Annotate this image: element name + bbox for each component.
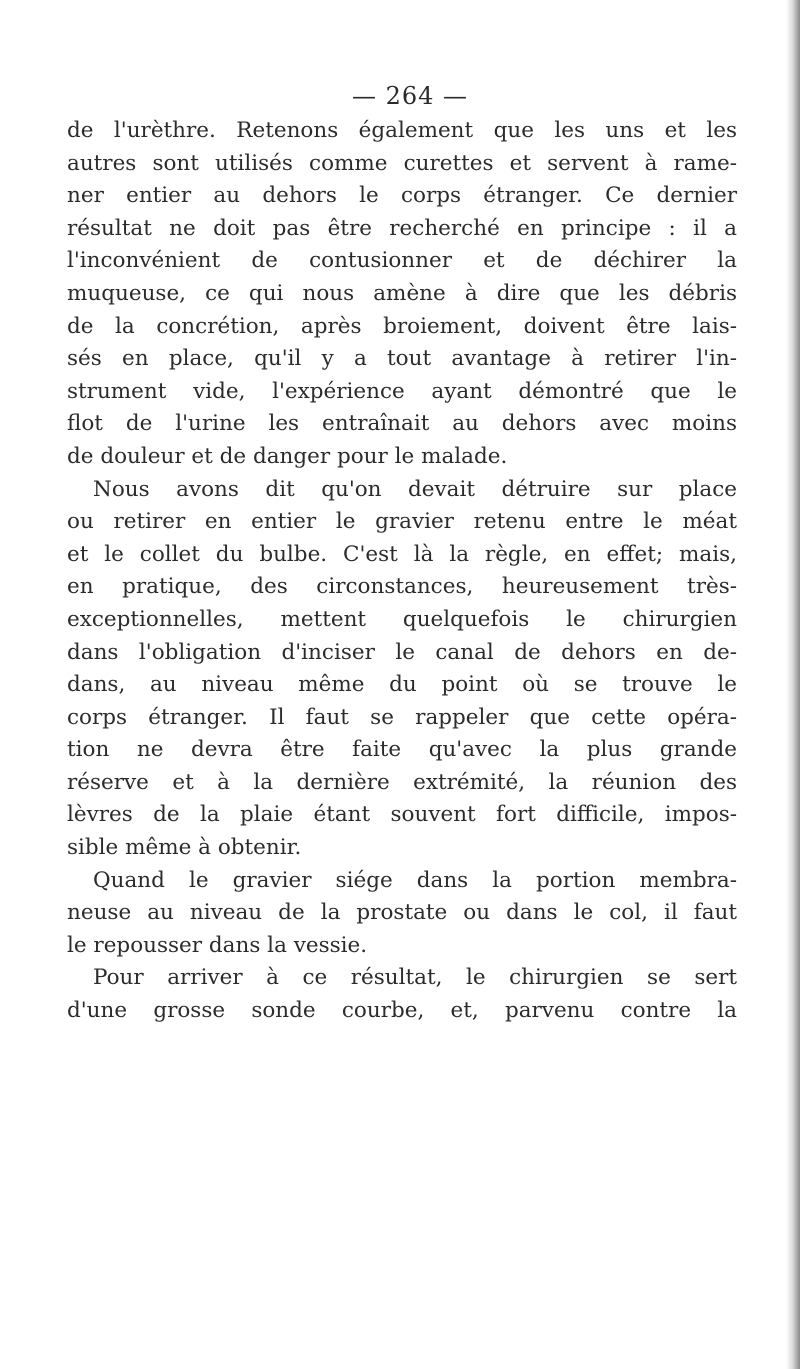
text-line: résultat ne doit pas être recherché en principe : il a [67,215,737,241]
text-line: ou retirer en entier le gravier retenu entre le méat [67,509,737,535]
paragraph-end-line: de douleur et de danger pour le malade. [67,443,508,469]
text-line: tion ne devra être faite qu'avec la plus grande [67,737,737,763]
body-text [67,115,737,1028]
text-line: muqueuse, ce qui nous amène à dire que les débris [67,280,737,306]
page-edge-shadow [786,0,800,1369]
text-line: dans, au niveau même du point où se trouve le [67,672,737,698]
text-line: de la concrétion, après broiement, doivent être lais- [67,313,737,339]
text-line: neuse au niveau de la prostate ou dans le col, il faut [67,900,737,926]
paragraph-end-line: sible même à obtenir. [67,835,302,861]
text-line: réserve et à la dernière extrémité, la réunion des [67,769,737,795]
text-line: en pratique, des circonstances, heureusement très- [67,574,737,600]
paragraph-start-line: Nous avons dit qu'on devait détruire sur place [93,476,737,502]
page-number: — 264 — [351,82,469,110]
paragraph-start-line: Pour arriver à ce résultat, le chirurgien se sert [93,965,737,991]
text-line: l'inconvénient de contusionner et de déchirer la [67,248,737,274]
text-line: lèvres de la plaie étant souvent fort difficile, impos- [67,802,737,828]
text-line: corps étranger. Il faut se rappeler que cette opéra- [67,704,737,730]
text-line: strument vide, l'expérience ayant démontré que le [67,378,737,404]
text-line: de l'urèthre. Retenons également que les uns et les [67,118,737,143]
text-line: et le collet du bulbe. C'est là la règle, en effet; mais, [67,541,737,567]
text-line: exceptionnelles, mettent quelquefois le chirurgien [67,606,737,632]
text-line: sés en place, qu'il y a tout avantage à retirer l'in- [67,346,737,372]
text-line: flot de l'urine les entraînait au dehors avec moins [67,411,737,437]
text-line: autres sont utilisés comme curettes et servent à rame- [67,150,737,176]
text-line: d'une grosse sonde courbe, et, parvenu contre la [67,998,737,1024]
paragraph-end-line: le repousser dans la vessie. [67,932,368,958]
text-line: dans l'obligation d'inciser le canal de dehors en de- [67,639,737,665]
text-line: ner entier au dehors le corps étranger. Ce dernier [67,183,737,209]
paragraph-start-line: Quand le gravier siége dans la portion membra- [93,867,737,893]
